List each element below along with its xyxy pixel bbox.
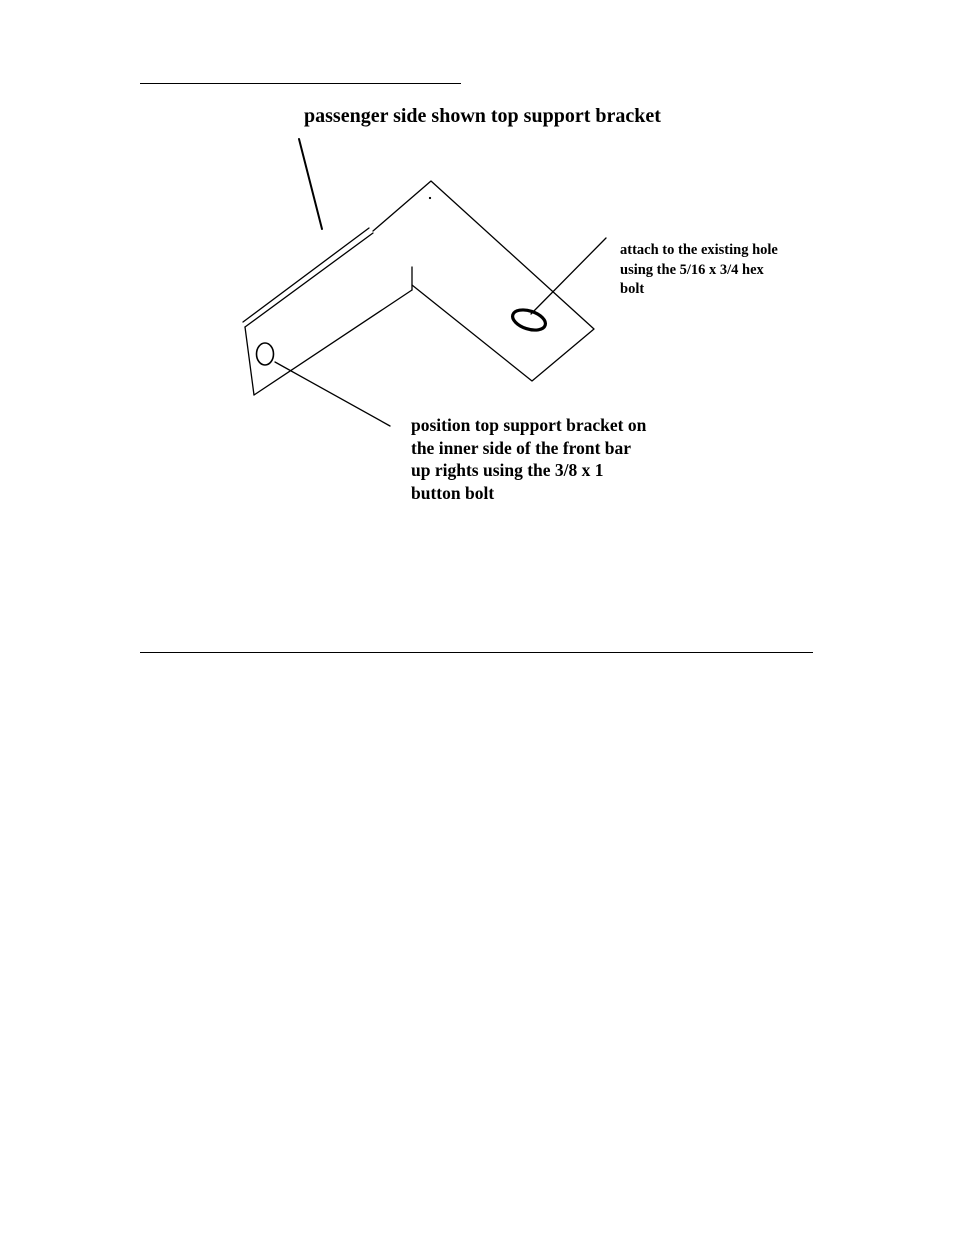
flange-dot xyxy=(430,198,431,199)
bracket-top-edge-outer xyxy=(243,228,369,322)
bracket-web-left-edge xyxy=(245,327,254,395)
hex-bolt-note: attach to the existing hole using the 5/16 x 3/4 hex bolt xyxy=(620,242,778,297)
title-leader-line xyxy=(299,139,322,229)
button-bolt-leader-line xyxy=(275,362,390,426)
diagram-title: passenger side shown top support bracket xyxy=(304,105,661,127)
button-bolt-hole xyxy=(257,343,274,365)
hex-bolt-hole xyxy=(510,306,548,334)
hex-bolt-leader-line xyxy=(531,238,606,314)
bottom-divider xyxy=(140,652,813,653)
button-bolt-note: position top support bracket on the inner side of the front bar up rights using the 3/8 x 1 button bolt xyxy=(411,415,647,503)
bracket-top-edge-inner xyxy=(245,233,373,327)
bracket-top-flange xyxy=(373,181,594,381)
bracket-web-bottom-edge xyxy=(254,290,412,395)
